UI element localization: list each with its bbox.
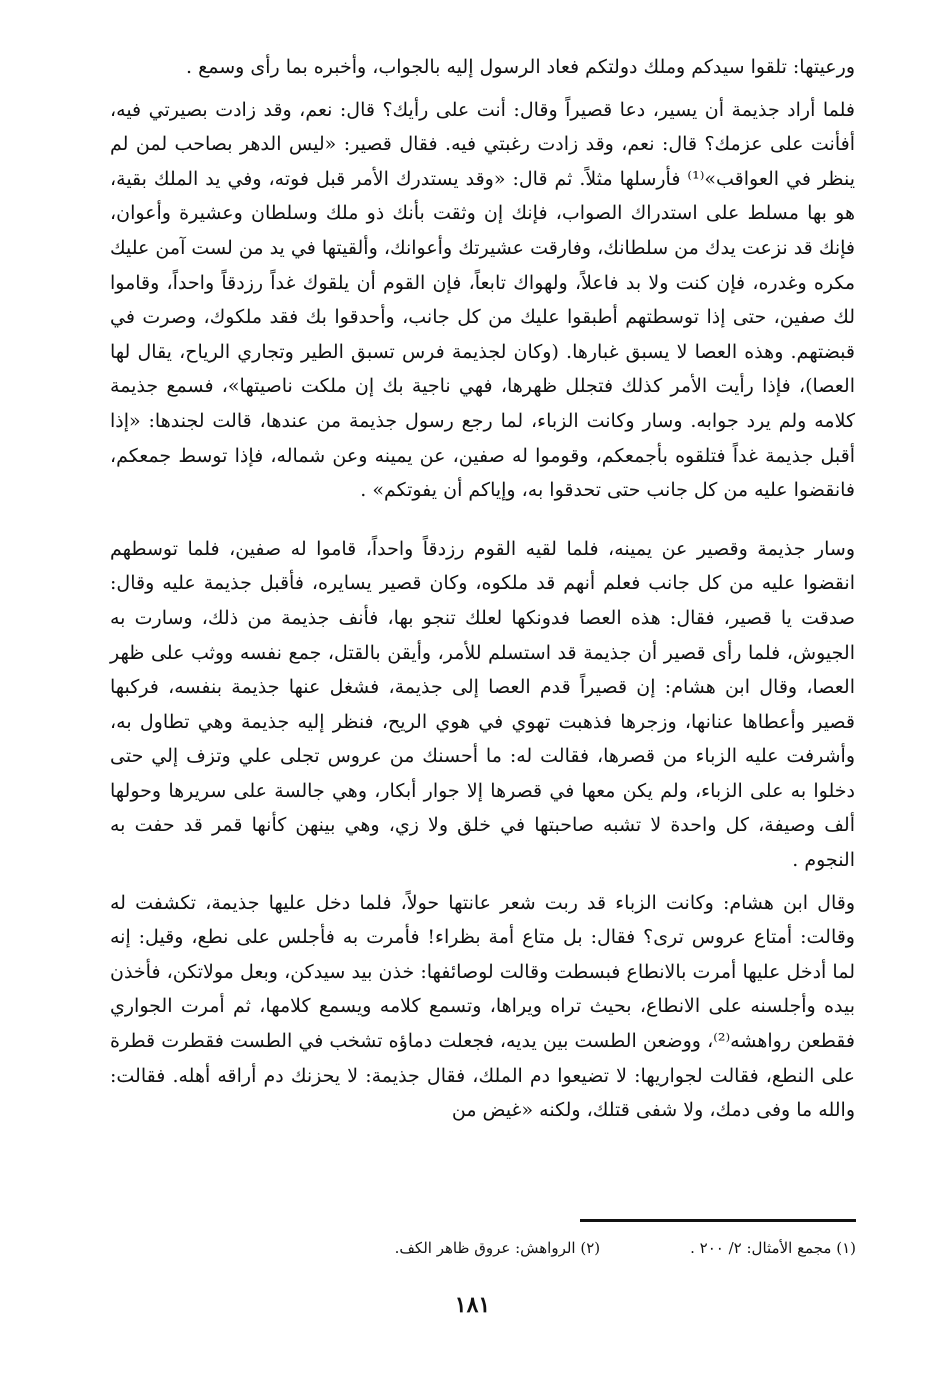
footnote-separator bbox=[580, 1219, 856, 1222]
page-number: ١٨١ bbox=[454, 1292, 491, 1318]
paragraph-gap bbox=[110, 85, 855, 93]
paragraph-2: فلما أراد جذيمة أن يسير، دعا قصيراً وقال: أنت على رأيك؟ قال: نعم، وقد زادت بصيرتي فيه، أفأنت على عزمك؟ قال: نعم، وقد زادت رغبتي فيه. فقال قصير: «ليس الدهر بصاحب لمن لم ينظر في العواقب»⁽¹⁾ فأرسلها مثلاً. ثم قال: «وقد يستدرك الأمر قبل فوته، وفي يد الملك بقية، هو بها مسلط على استدراك الصواب، فإنك إن وثقت بأنك ذو ملك وسلطان وعشيرة وأعوان، فإنك قد نزعت يدك من سلطانك، وفارقت عشيرتك وأعوانك، وألقيتها في يد من لست آمن عليك مكره وغدره، فإن كنت ولا بد فاعلاً، ولهواك تابعاً، فإن القوم أن يلقوك غداً رزدقاً واحداً، وقاموا لك صفين، حتى إذا توسطتهم أطبقوا عليك من كل جانب، وأحدقوا بك فقد ملكوك، وصرت في قبضتهم. وهذه العصا لا يسبق غبارها. (وكان لجذيمة فرس تسبق الطير وتجاري الرياح، يقال لها العصا)، فإذا رأيت الأمر كذلك فتجلل ظهرها، فهي ناجية بك إن ملكت ناصيتها»، فسمع جذيمة كلامه ولم يرد جوابه. وسار وكانت الزباء، لما رجع رسول جذيمة من عندها، قالت لجندها: «إذا أقبل جذيمة غداً فتلقوه بأجمعكم، وقوموا له صفين، عن يمينه وعن شماله، فإذا توسط جمعكم، فانقضوا عليه من كل جانب حتى تحدقوا به، وإياكم أن يفوتكم» . bbox=[110, 98, 855, 502]
paragraph-3: وسار جذيمة وقصير عن يمينه، فلما لقيه القوم رزدقاً واحداً، قاموا له صفين، فلما توسطهم انقضوا عليه من كل جانب فعلم أنهم قد ملكوه، وكان قصير يسايره، فأقبل جذيمة عليه وقال: صدقت يا قصير، فقال: هذه العصا فدونكها لعلك تنجو بها، فأنف جذيمة من ذلك، وسارت به الجيوش، فلما رأى قصير أن جذيمة قد استسلم للأمر، وأيقن بالقتل، جمع نفسه ووثب على ظهر العصا، وقال ابن هشام: إن قصيراً قدم العصا إلى جذيمة، فشغل عنها جذيمة بنفسه، فركبها قصير وأعطاها عنانها، وزجرها فذهبت تهوي في هوي الريح، فنظر إليه جذيمة وهي تطاول به، وأشرفت عليه الزباء من قصرها، فقالت له: ما أحسنك من عروس تجلى علي وتزف إلي حتى دخلوا به على الزباء، ولم يكن معها في قصرها إلا جوار أبكار، وهي جالسة على سريرها وحولها ألف وصيفة، كل واحدة لا تشبه صاحبتها في خلق ولا زي، وهي بينهن كأنها قمر قد حفت به النجوم . bbox=[110, 537, 855, 872]
footnotes bbox=[180, 1236, 856, 1260]
page-body bbox=[110, 50, 855, 1128]
footnote-2: (٢) الرواهش: عروق ظاهر الكف. bbox=[394, 1239, 601, 1257]
paragraph-4: وقال ابن هشام: وكانت الزباء قد ربت شعر عانتها حولاً، فلما دخل عليها جذيمة، تكشفت له وقالت: أمتاع عروس ترى؟ فقال: بل متاع أمة بظراء! فأمرت به فأجلس على نطع، وقيل: إنه لما أدخل عليها أمرت بالانطاع فبسطت وقالت لوصائفها: خذن بيد سيدكن، وبعل مولاتكن، فأخذن بيده وأجلسنه على الانطاع، بحيث تراه ويراها، وتسمع كلامه ويسمع كلامها، ثم أمرت الجواري فقطعن رواهشه⁽²⁾، ووضعن الطست بين يديه، فجعلت دماؤه تشخب في الطست فقطرت قطرة على النطع، فقالت لجواريها: لا تضيعوا دم الملك، فقال جذيمة: لا يحزنك دم أراقه أهله. فقالت: والله ما وفى دمك، ولا شفى قتلك، ولكنه «غيض من bbox=[110, 891, 855, 1122]
footnote-1: (١) مجمع الأمثال: ٢/ ٢٠٠ . bbox=[690, 1239, 856, 1257]
paragraph-gap bbox=[110, 878, 855, 886]
paragraph-1: ورعيتها: تلقوا سيدكم وملك دولتكم فعاد الرسول إليه بالجواب، وأخبره بما رأى وسمع . bbox=[186, 56, 855, 78]
paragraph-gap bbox=[110, 508, 855, 532]
